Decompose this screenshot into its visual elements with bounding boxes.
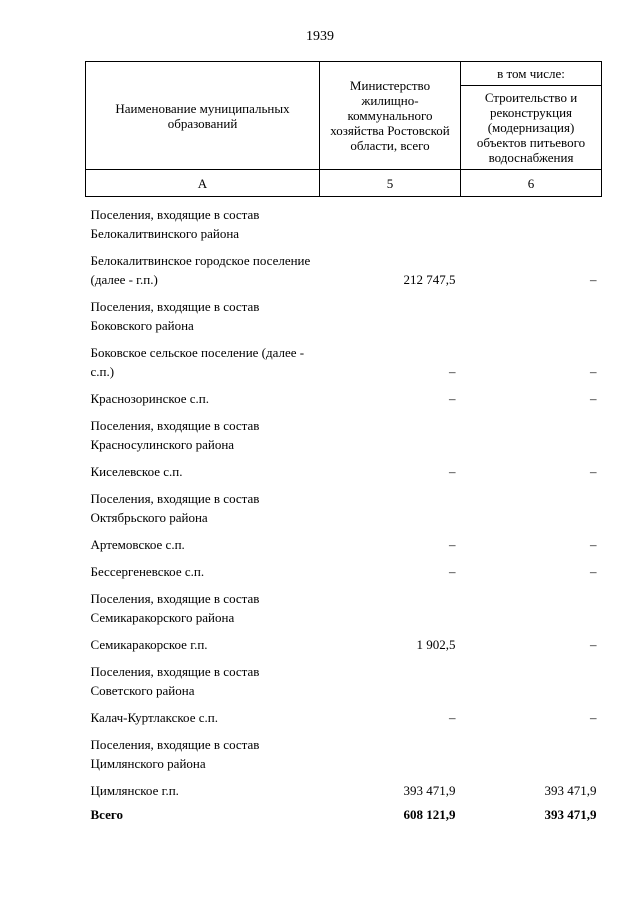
row-value-cell-6 (461, 727, 602, 773)
row-name-cell: Бессергеневское с.п. (90, 564, 205, 579)
row-value-cell-6: – (590, 272, 597, 287)
row-value-cell-5: – (449, 364, 456, 379)
header-num-5: 5 (320, 170, 461, 197)
table-row-group-heading (86, 289, 602, 335)
row-value-cell-6: – (590, 564, 597, 579)
row-value-cell-5: – (449, 564, 456, 579)
table-row (86, 381, 602, 408)
row-name-cell: Поселения, входящие в состав Цимлянского района (90, 737, 260, 771)
total-label: Всего (90, 807, 123, 822)
page-number: 1939 (306, 29, 334, 44)
table-row-group-heading (86, 197, 602, 244)
total-value-6: 393 471,9 (544, 807, 597, 822)
row-value-cell-6 (461, 654, 602, 700)
budget-table (85, 61, 602, 824)
row-name-cell: Поселения, входящие в состав Белокалитвинского района (90, 207, 260, 241)
row-name-cell: Поселения, входящие в состав Красносулинского района (90, 418, 260, 452)
row-value-cell-5: 1 902,5 (416, 637, 456, 652)
row-name-cell: Поселения, входящие в состав Боковского района (90, 299, 260, 333)
header-num-a: А (86, 170, 320, 197)
table-row (86, 454, 602, 481)
row-value-cell-6 (461, 197, 602, 244)
table-body (86, 197, 602, 825)
table-row-group-heading (86, 654, 602, 700)
row-name-cell: Киселевское с.п. (90, 464, 183, 479)
table-row (86, 554, 602, 581)
row-value-cell-5: 212 747,5 (403, 272, 456, 287)
row-value-cell-5 (320, 654, 461, 700)
table-row (86, 243, 602, 289)
table-row (86, 700, 602, 727)
row-value-cell-5 (320, 727, 461, 773)
row-value-cell-6: – (590, 391, 597, 406)
row-value-cell-6: – (590, 537, 597, 552)
row-value-cell-5: – (449, 710, 456, 725)
row-value-cell-6: – (590, 710, 597, 725)
table-row-group-heading (86, 581, 602, 627)
header-num-6: 6 (461, 170, 602, 197)
row-value-cell-5 (320, 581, 461, 627)
row-value-cell-6: – (590, 364, 597, 379)
table-row-group-heading (86, 481, 602, 527)
table-row-group-heading (86, 727, 602, 773)
table-row (86, 527, 602, 554)
row-name-cell: Боковское сельское поселение (далее - с.п.) (90, 345, 305, 379)
row-value-cell-5 (320, 197, 461, 244)
row-name-cell: Калач-Куртлакское с.п. (90, 710, 218, 725)
table-row (86, 627, 602, 654)
row-value-cell-5 (320, 481, 461, 527)
header-name-column: Наименование муниципальных образований (86, 62, 320, 170)
row-name-cell: Семикаракорское г.п. (90, 637, 208, 652)
row-name-cell: Белокалитвинское городское поселение (далее - г.п.) (90, 253, 311, 287)
table-row (86, 335, 602, 381)
table-row (86, 773, 602, 800)
row-value-cell-6 (461, 581, 602, 627)
row-value-cell-6 (461, 289, 602, 335)
row-value-cell-5 (320, 408, 461, 454)
row-value-cell-6: 393 471,9 (544, 783, 597, 798)
row-name-cell: Поселения, входящие в состав Октябрьского района (90, 491, 260, 525)
row-name-cell: Краснозоринское с.п. (90, 391, 209, 406)
row-value-cell-5: 393 471,9 (403, 783, 456, 798)
table-row-group-heading (86, 408, 602, 454)
row-name-cell: Цимлянское г.п. (90, 783, 179, 798)
header-including: в том числе: (461, 62, 602, 86)
row-value-cell-5 (320, 289, 461, 335)
row-name-cell: Артемовское с.п. (90, 537, 185, 552)
table-row-total (86, 800, 602, 824)
row-value-cell-6 (461, 481, 602, 527)
row-value-cell-6: – (590, 464, 597, 479)
row-value-cell-6 (461, 408, 602, 454)
row-name-cell: Поселения, входящие в состав Советского района (90, 664, 260, 698)
row-value-cell-5: – (449, 537, 456, 552)
row-value-cell-6: – (590, 637, 597, 652)
row-name-cell: Поселения, входящие в состав Семикаракорского района (90, 591, 260, 625)
row-value-cell-5: – (449, 391, 456, 406)
header-ministry-column: Министерство жилищно-коммунального хозяйства Ростовской области, всего (320, 62, 461, 170)
header-construction-column: Строительство и реконструкция (модернизация) объектов питьевого водоснабжения (461, 86, 602, 170)
total-value-5: 608 121,9 (403, 807, 456, 822)
row-value-cell-5: – (449, 464, 456, 479)
